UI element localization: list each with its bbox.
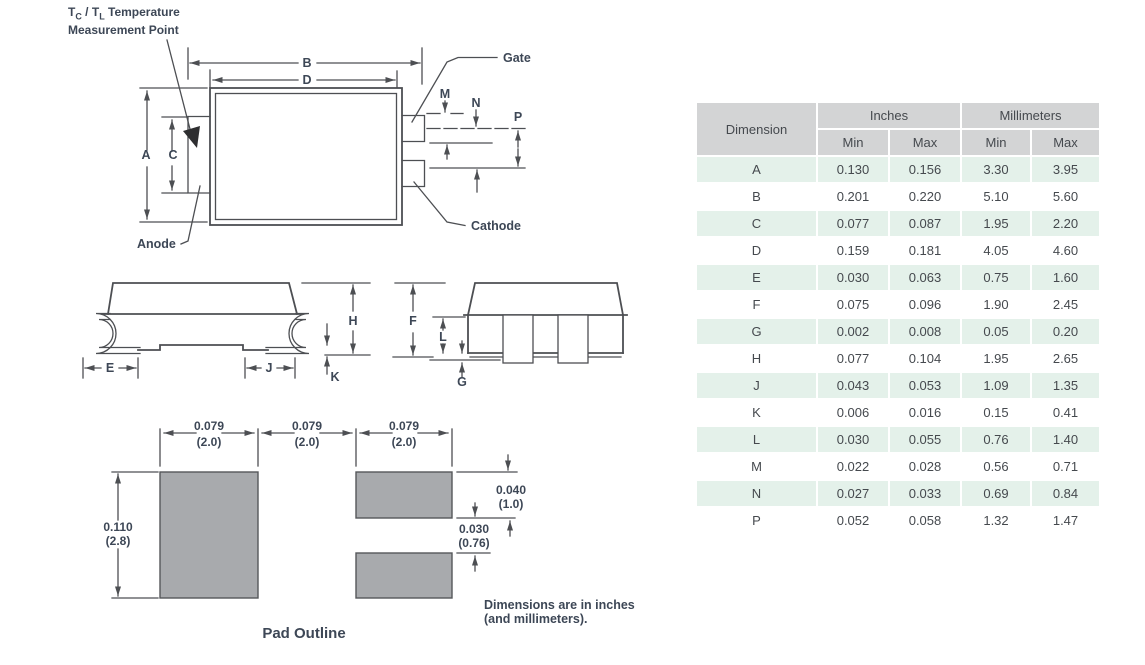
cell-dimension: G (697, 318, 817, 345)
cell-inches-min: 0.043 (817, 372, 889, 399)
side-view (83, 283, 370, 384)
cell-dimension: K (697, 399, 817, 426)
table-row (697, 345, 1100, 372)
pad-outline (103, 419, 526, 598)
dim-label-e: E (105, 361, 115, 375)
cell-inches-max: 0.058 (889, 507, 961, 534)
dim-G (430, 341, 500, 389)
cell-mm-min: 1.09 (961, 372, 1031, 399)
cell-inches-max: 0.016 (889, 399, 961, 426)
cell-inches-max: 0.055 (889, 426, 961, 453)
cell-mm-min: 0.76 (961, 426, 1031, 453)
pad-gap-mm: (0.76) (458, 536, 490, 550)
header-mm-min: Min (961, 129, 1031, 156)
cell-mm-max: 0.84 (1031, 480, 1100, 507)
cell-inches-min: 0.052 (817, 507, 889, 534)
dim-K (327, 324, 340, 384)
cathode-leader-line (414, 182, 465, 226)
cathode-label: Cathode (471, 219, 521, 233)
dim-label-p: P (513, 110, 523, 124)
pad-width-mm: (2.0) (391, 435, 417, 449)
gate-leader-line (412, 58, 497, 123)
cell-mm-max: 2.65 (1031, 345, 1100, 372)
dim-L (433, 317, 465, 353)
units-note-line1: Dimensions are in inches (484, 598, 635, 612)
anode-leader-line (181, 186, 200, 244)
dim-F (393, 283, 445, 357)
cell-mm-min: 0.15 (961, 399, 1031, 426)
dim-label-h: H (348, 314, 358, 328)
cell-inches-min: 0.002 (817, 318, 889, 345)
cell-inches-max: 0.104 (889, 345, 961, 372)
cell-mm-min: 1.95 (961, 345, 1031, 372)
cell-inches-min: 0.201 (817, 183, 889, 210)
pad-pitch-mm: (1.0) (498, 497, 524, 511)
cell-inches-max: 0.033 (889, 480, 961, 507)
pad-width-dim-3 (360, 419, 448, 449)
dim-M (427, 87, 463, 114)
pad-width-dim-1 (164, 419, 254, 449)
cell-dimension: P (697, 507, 817, 534)
dim-label-k: K (330, 370, 340, 384)
table-row (697, 264, 1100, 291)
table-row (697, 426, 1100, 453)
table-row (697, 183, 1100, 210)
cell-inches-max: 0.087 (889, 210, 961, 237)
table-row (697, 156, 1100, 183)
cell-mm-min: 3.30 (961, 156, 1031, 183)
table-body (697, 156, 1100, 534)
dim-label-m: M (439, 87, 451, 101)
cell-mm-max: 0.41 (1031, 399, 1100, 426)
cell-inches-min: 0.030 (817, 426, 889, 453)
dimension-table (697, 103, 1101, 535)
temp-note-line2: Measurement Point (68, 23, 179, 38)
table-row (697, 480, 1100, 507)
cell-mm-max: 5.60 (1031, 183, 1100, 210)
dim-label-a: A (141, 148, 151, 162)
cell-mm-min: 1.32 (961, 507, 1031, 534)
header-inches: Inches (817, 103, 961, 129)
cell-inches-max: 0.220 (889, 183, 961, 210)
header-dimension: Dimension (697, 103, 817, 156)
dim-label-g: G (457, 375, 467, 389)
cell-dimension: N (697, 480, 817, 507)
pad-width-mm: (2.0) (196, 435, 222, 449)
dim-label-l: L (439, 330, 447, 344)
header-millimeters: Millimeters (961, 103, 1100, 129)
cell-mm-max: 1.40 (1031, 426, 1100, 453)
cell-mm-min: 5.10 (961, 183, 1031, 210)
cell-inches-min: 0.027 (817, 480, 889, 507)
top-view (137, 40, 531, 251)
cell-inches-max: 0.008 (889, 318, 961, 345)
cell-dimension: B (697, 183, 817, 210)
cell-mm-min: 1.90 (961, 291, 1031, 318)
cell-inches-max: 0.053 (889, 372, 961, 399)
dim-label-j: J (265, 361, 273, 375)
cell-dimension: J (697, 372, 817, 399)
cell-mm-min: 0.69 (961, 480, 1031, 507)
anode-pad (160, 472, 258, 598)
cell-dimension: E (697, 264, 817, 291)
cell-inches-max: 0.063 (889, 264, 961, 291)
dim-label-b: B (302, 56, 312, 70)
cell-mm-max: 0.20 (1031, 318, 1100, 345)
cell-inches-min: 0.159 (817, 237, 889, 264)
cell-dimension: C (697, 210, 817, 237)
cell-mm-max: 1.47 (1031, 507, 1100, 534)
dim-E (83, 358, 138, 378)
dim-D (210, 70, 397, 87)
cell-inches-min: 0.130 (817, 156, 889, 183)
table-row (697, 237, 1100, 264)
cell-mm-min: 4.05 (961, 237, 1031, 264)
table-row (697, 318, 1100, 345)
cell-mm-max: 2.45 (1031, 291, 1100, 318)
table-row (697, 453, 1100, 480)
cell-inches-min: 0.077 (817, 345, 889, 372)
end-view (393, 283, 627, 389)
cell-mm-min: 0.75 (961, 264, 1031, 291)
cell-inches-min: 0.022 (817, 453, 889, 480)
cell-dimension: H (697, 345, 817, 372)
cell-dimension: M (697, 453, 817, 480)
cell-mm-min: 1.95 (961, 210, 1031, 237)
cell-inches-min: 0.075 (817, 291, 889, 318)
pad-pitch-dims (457, 455, 526, 571)
cell-inches-max: 0.181 (889, 237, 961, 264)
table-row (697, 291, 1100, 318)
units-note (484, 598, 654, 626)
temp-measurement-note (68, 5, 238, 37)
pad-width-mm: (2.0) (294, 435, 320, 449)
pad-width-dim-2 (262, 419, 352, 449)
cell-mm-min: 0.56 (961, 453, 1031, 480)
cell-mm-max: 3.95 (1031, 156, 1100, 183)
table-row (697, 399, 1100, 426)
pad-height-in: 0.110 (103, 520, 133, 534)
cell-mm-max: 1.35 (1031, 372, 1100, 399)
cathode-pad (356, 553, 452, 598)
cell-inches-min: 0.030 (817, 264, 889, 291)
cell-dimension: F (697, 291, 817, 318)
dim-label-c: C (168, 148, 178, 162)
cell-dimension: L (697, 426, 817, 453)
gate-label: Gate (503, 51, 531, 65)
table-header (697, 103, 1100, 156)
pad-width-in: 0.079 (291, 419, 323, 433)
table-row (697, 507, 1100, 534)
dim-label-f: F (409, 314, 417, 328)
temp-note-line1: $T_C / T_L$ Temperature (68, 5, 180, 22)
pad-gap-in: 0.030 (458, 522, 490, 536)
dim-N-P (427, 96, 525, 192)
cell-inches-max: 0.028 (889, 453, 961, 480)
cell-mm-max: 0.71 (1031, 453, 1100, 480)
cell-mm-max: 2.20 (1031, 210, 1100, 237)
cell-mm-max: 4.60 (1031, 237, 1100, 264)
dim-label-n: N (471, 96, 481, 110)
pad-height-dim (103, 472, 158, 598)
cell-dimension: D (697, 237, 817, 264)
dim-H (302, 283, 370, 355)
pad-width-in: 0.079 (388, 419, 420, 433)
units-note-line2: (and millimeters). (484, 612, 588, 626)
header-inches-max: Max (889, 129, 961, 156)
gate-pad (356, 472, 452, 518)
cell-mm-min: 0.05 (961, 318, 1031, 345)
cell-inches-min: 0.006 (817, 399, 889, 426)
cell-inches-max: 0.156 (889, 156, 961, 183)
temp-point-arrow (183, 126, 200, 148)
cell-inches-min: 0.077 (817, 210, 889, 237)
cell-mm-max: 1.60 (1031, 264, 1100, 291)
cell-inches-max: 0.096 (889, 291, 961, 318)
cell-dimension: A (697, 156, 817, 183)
dim-C (162, 117, 187, 193)
table-row (697, 372, 1100, 399)
pad-height-mm: (2.8) (105, 534, 131, 548)
dim-J (245, 358, 295, 378)
dim-label-d: D (302, 73, 312, 87)
table-row (697, 210, 1100, 237)
anode-label: Anode (137, 237, 176, 251)
header-mm-max: Max (1031, 129, 1100, 156)
pad-outline-caption: Pad Outline (262, 625, 346, 642)
pad-pitch-in: 0.040 (495, 483, 527, 497)
pad-width-in: 0.079 (193, 419, 225, 433)
header-inches-min: Min (817, 129, 889, 156)
cathode-lead (402, 161, 425, 187)
